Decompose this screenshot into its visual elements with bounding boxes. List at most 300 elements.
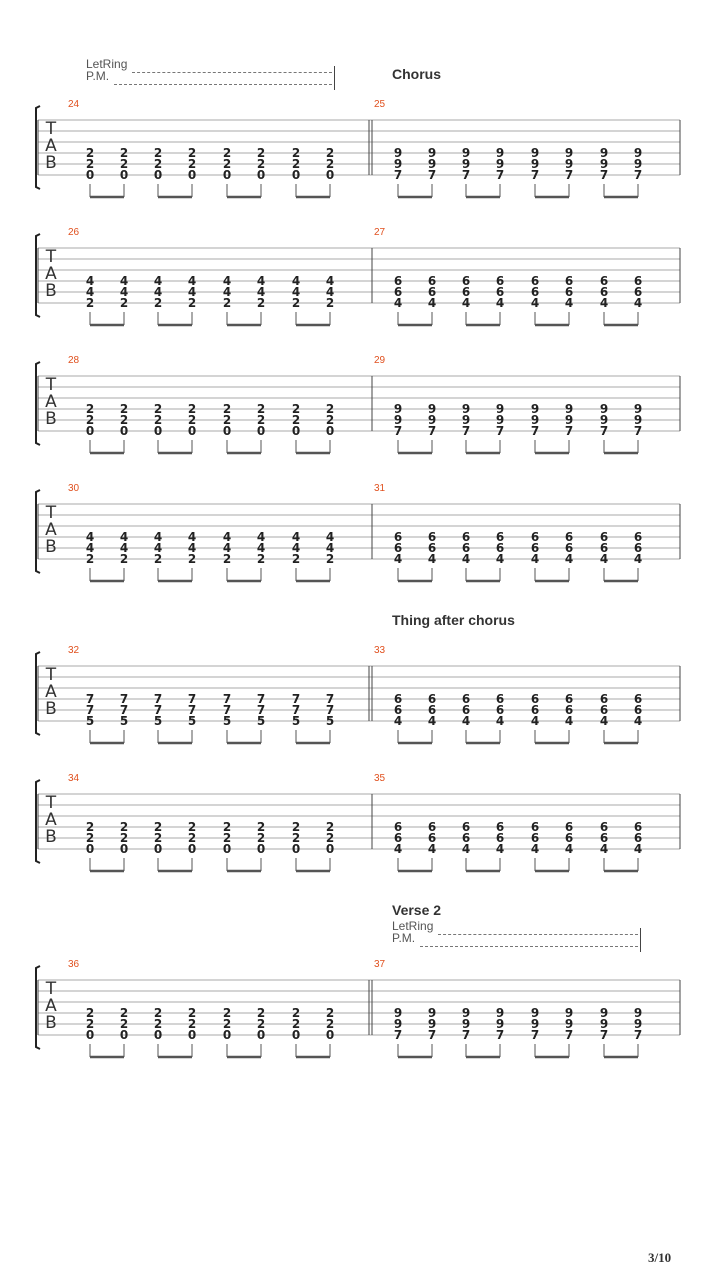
fret-number: 7 [119,703,129,717]
fret-number: 7 [461,168,471,182]
fret-number: 4 [427,296,437,310]
fret-number: 4 [256,274,266,288]
fret-number: 0 [291,424,301,438]
fret-number: 7 [427,168,437,182]
fret-number: 6 [427,692,437,706]
fret-number: 4 [393,296,403,310]
fret-number: 7 [599,168,609,182]
tab-clef-letter: A [45,682,57,702]
fret-number: 4 [291,541,301,555]
fret-number: 6 [495,820,505,834]
fret-number: 2 [119,296,129,310]
fret-number: 5 [291,714,301,728]
fret-number: 6 [393,820,403,834]
fret-number: 9 [564,1017,574,1031]
fret-number: 9 [530,402,540,416]
fret-number: 4 [153,285,163,299]
fret-number: 0 [119,842,129,856]
fret-number: 2 [256,1006,266,1020]
fret-number: 7 [495,168,505,182]
fret-number: 9 [427,413,437,427]
fret-number: 4 [530,842,540,856]
fret-number: 7 [530,424,540,438]
fret-number: 6 [461,274,471,288]
fret-number: 9 [633,146,643,160]
tab-clef-letter: T [45,793,57,813]
fret-number: 4 [393,552,403,566]
fret-number: 7 [495,424,505,438]
fret-number: 7 [187,692,197,706]
fret-number: 9 [461,1006,471,1020]
fret-number: 2 [187,157,197,171]
measure-number: 33 [374,645,386,656]
fret-number: 6 [427,820,437,834]
fret-number: 4 [530,296,540,310]
tab-clef-letter: A [45,136,57,156]
let-ring-label: LetRing [86,57,128,71]
fret-number: 4 [85,530,95,544]
page-number: 3/10 [648,1250,672,1265]
fret-number: 4 [427,552,437,566]
fret-number: 2 [187,413,197,427]
fret-number: 4 [222,285,232,299]
fret-number: 6 [633,831,643,845]
fret-number: 7 [427,424,437,438]
fret-number: 4 [291,530,301,544]
fret-number: 0 [153,424,163,438]
fret-number: 0 [85,424,95,438]
tab-clef-letter: T [45,503,57,523]
fret-number: 9 [393,1006,403,1020]
fret-number: 4 [325,285,335,299]
fret-number: 2 [119,831,129,845]
fret-number: 4 [599,842,609,856]
fret-number: 6 [427,541,437,555]
tab-clef-letter: B [45,699,57,719]
fret-number: 0 [119,1028,129,1042]
fret-number: 6 [530,541,540,555]
fret-number: 4 [153,530,163,544]
fret-number: 6 [599,530,609,544]
fret-number: 7 [256,703,266,717]
fret-number: 6 [633,692,643,706]
fret-number: 6 [393,285,403,299]
fret-number: 2 [256,402,266,416]
fret-number: 4 [427,714,437,728]
fret-number: 2 [187,831,197,845]
fret-number: 7 [291,703,301,717]
fret-number: 2 [222,820,232,834]
fret-number: 2 [85,831,95,845]
fret-number: 4 [633,714,643,728]
fret-number: 9 [633,1006,643,1020]
fret-number: 9 [633,402,643,416]
fret-number: 2 [85,820,95,834]
fret-number: 0 [222,424,232,438]
fret-number: 9 [427,1006,437,1020]
fret-number: 4 [85,285,95,299]
fret-number: 0 [256,168,266,182]
tab-clef-letter: B [45,409,57,429]
fret-number: 9 [599,146,609,160]
fret-number: 9 [599,1006,609,1020]
fret-number: 4 [325,541,335,555]
fret-number: 2 [256,552,266,566]
fret-number: 4 [291,285,301,299]
fret-number: 6 [564,541,574,555]
fret-number: 2 [85,402,95,416]
fret-number: 7 [393,424,403,438]
fret-number: 4 [187,285,197,299]
measure-number: 32 [68,645,80,656]
fret-number: 2 [153,552,163,566]
fret-number: 2 [291,157,301,171]
tab-clef-letter: T [45,979,57,999]
tab-clef-letter: B [45,827,57,847]
fret-number: 9 [633,1017,643,1031]
fret-number: 7 [427,1028,437,1042]
fret-number: 4 [256,541,266,555]
fret-number: 9 [530,146,540,160]
fret-number: 2 [222,157,232,171]
fret-number: 7 [153,692,163,706]
fret-number: 7 [461,424,471,438]
fret-number: 4 [291,274,301,288]
fret-number: 6 [599,274,609,288]
section-title-chorus: Chorus [392,66,441,82]
fret-number: 2 [291,831,301,845]
fret-number: 7 [599,1028,609,1042]
fret-number: 2 [256,296,266,310]
fret-number: 6 [461,692,471,706]
fret-number: 2 [256,1017,266,1031]
fret-number: 4 [564,842,574,856]
tab-clef-letter: A [45,264,57,284]
fret-number: 4 [427,842,437,856]
fret-number: 4 [495,842,505,856]
fret-number: 9 [427,1017,437,1031]
fret-number: 6 [599,692,609,706]
fret-number: 6 [633,541,643,555]
fret-number: 4 [564,714,574,728]
fret-number: 6 [530,530,540,544]
measure-number: 30 [68,483,80,494]
fret-number: 2 [187,296,197,310]
measure-number: 27 [374,227,386,238]
fret-number: 4 [325,530,335,544]
fret-number: 7 [495,1028,505,1042]
fret-number: 2 [85,413,95,427]
fret-number: 4 [495,714,505,728]
fret-number: 4 [85,541,95,555]
fret-number: 5 [256,714,266,728]
fret-number: 2 [85,146,95,160]
fret-number: 4 [153,541,163,555]
fret-number: 2 [222,296,232,310]
fret-number: 9 [599,1017,609,1031]
section-title-verse-2: Verse 2 [392,902,442,918]
tab-clef-letter: A [45,996,57,1016]
fret-number: 0 [187,1028,197,1042]
fret-number: 7 [599,424,609,438]
fret-number: 2 [187,1006,197,1020]
fret-number: 6 [495,530,505,544]
fret-number: 9 [461,157,471,171]
fret-number: 6 [393,831,403,845]
fret-number: 6 [633,274,643,288]
fret-number: 9 [564,1006,574,1020]
fret-number: 2 [325,1006,335,1020]
fret-number: 2 [325,402,335,416]
fret-number: 2 [256,413,266,427]
fret-number: 4 [530,552,540,566]
fret-number: 2 [325,296,335,310]
fret-number: 9 [599,157,609,171]
fret-number: 2 [325,820,335,834]
fret-number: 4 [599,296,609,310]
fret-number: 9 [599,402,609,416]
fret-number: 9 [427,146,437,160]
tab-clef-letter: A [45,392,57,412]
fret-number: 6 [495,285,505,299]
fret-number: 2 [153,413,163,427]
fret-number: 4 [495,296,505,310]
fret-number: 4 [119,530,129,544]
fret-number: 6 [393,541,403,555]
fret-number: 2 [119,157,129,171]
measure-number: 29 [374,355,386,366]
fret-number: 0 [222,1028,232,1042]
fret-number: 6 [599,703,609,717]
fret-number: 6 [599,285,609,299]
fret-number: 6 [564,703,574,717]
fret-number: 6 [599,831,609,845]
fret-number: 6 [495,831,505,845]
fret-number: 0 [222,168,232,182]
fret-number: 2 [187,1017,197,1031]
fret-number: 6 [530,831,540,845]
fret-number: 2 [119,413,129,427]
fret-number: 4 [153,274,163,288]
fret-number: 4 [119,285,129,299]
fret-number: 9 [495,413,505,427]
fret-number: 4 [393,714,403,728]
tab-clef-letter: B [45,281,57,301]
fret-number: 6 [461,831,471,845]
fret-number: 7 [393,168,403,182]
measure-number: 34 [68,773,80,784]
fret-number: 9 [393,402,403,416]
fret-number: 0 [222,842,232,856]
fret-number: 2 [291,820,301,834]
fret-number: 2 [325,552,335,566]
measure-number: 37 [374,959,386,970]
fret-number: 6 [495,274,505,288]
fret-number: 2 [85,296,95,310]
fret-number: 2 [85,157,95,171]
fret-number: 0 [325,424,335,438]
fret-number: 4 [461,296,471,310]
fret-number: 0 [153,842,163,856]
fret-number: 9 [495,157,505,171]
fret-number: 6 [461,285,471,299]
fret-number: 4 [187,530,197,544]
measure-number: 36 [68,959,80,970]
fret-number: 6 [564,274,574,288]
fret-number: 6 [393,530,403,544]
measure-number: 24 [68,99,80,110]
fret-number: 2 [85,1006,95,1020]
fret-number: 7 [325,692,335,706]
fret-number: 2 [153,157,163,171]
fret-number: 2 [291,1006,301,1020]
fret-number: 4 [633,552,643,566]
fret-number: 9 [427,157,437,171]
fret-number: 2 [187,146,197,160]
fret-number: 2 [291,1017,301,1031]
fret-number: 2 [119,402,129,416]
fret-number: 6 [427,703,437,717]
fret-number: 7 [461,1028,471,1042]
fret-number: 2 [325,1017,335,1031]
fret-number: 2 [291,146,301,160]
fret-number: 4 [564,552,574,566]
fret-number: 2 [222,146,232,160]
fret-number: 7 [325,703,335,717]
fret-number: 2 [325,413,335,427]
fret-number: 2 [119,146,129,160]
tab-clef-letter: T [45,665,57,685]
fret-number: 4 [256,285,266,299]
fret-number: 6 [495,703,505,717]
tab-clef-letter: T [45,119,57,139]
fret-number: 4 [599,552,609,566]
fret-number: 2 [222,1006,232,1020]
fret-number: 0 [85,1028,95,1042]
fret-number: 7 [633,1028,643,1042]
fret-number: 9 [599,413,609,427]
fret-number: 4 [599,714,609,728]
fret-number: 6 [530,692,540,706]
tab-clef-letter: B [45,1013,57,1033]
fret-number: 0 [85,842,95,856]
fret-number: 2 [153,1006,163,1020]
fret-number: 6 [427,285,437,299]
section-title-after-chorus: Thing after chorus [392,612,515,628]
fret-number: 7 [530,1028,540,1042]
fret-number: 2 [291,413,301,427]
fret-number: 6 [461,703,471,717]
fret-number: 9 [564,402,574,416]
tab-clef-letter: A [45,810,57,830]
fret-number: 9 [461,146,471,160]
let-ring-label-verse2: LetRing [392,919,434,933]
fret-number: 0 [256,1028,266,1042]
tab-clef-letter: T [45,247,57,267]
fret-number: 0 [291,842,301,856]
fret-number: 6 [564,285,574,299]
fret-number: 2 [153,402,163,416]
fret-number: 4 [461,842,471,856]
fret-number: 0 [256,842,266,856]
fret-number: 4 [222,274,232,288]
fret-number: 2 [153,820,163,834]
fret-number: 9 [461,1017,471,1031]
fret-number: 6 [461,820,471,834]
fret-number: 2 [119,1017,129,1031]
fret-number: 5 [325,714,335,728]
fret-number: 5 [119,714,129,728]
tab-clef-letter: A [45,520,57,540]
fret-number: 6 [564,530,574,544]
fret-number: 9 [530,1006,540,1020]
fret-number: 5 [222,714,232,728]
fret-number: 6 [564,692,574,706]
measure-number: 35 [374,773,386,784]
fret-number: 2 [256,831,266,845]
fret-number: 2 [119,820,129,834]
fret-number: 9 [427,402,437,416]
fret-number: 7 [564,424,574,438]
fret-number: 9 [564,413,574,427]
fret-number: 9 [633,157,643,171]
fret-number: 9 [495,146,505,160]
fret-number: 4 [393,842,403,856]
fret-number: 7 [256,692,266,706]
fret-number: 0 [187,842,197,856]
fret-number: 9 [495,402,505,416]
fret-number: 2 [291,402,301,416]
fret-number: 6 [530,274,540,288]
measure-number: 25 [374,99,386,110]
fret-number: 2 [291,552,301,566]
fret-number: 4 [564,296,574,310]
fret-number: 4 [495,552,505,566]
fret-number: 7 [187,703,197,717]
fret-number: 6 [530,820,540,834]
fret-number: 6 [633,820,643,834]
fret-number: 4 [222,541,232,555]
measure-number: 31 [374,483,386,494]
fret-number: 2 [222,552,232,566]
fret-number: 9 [495,1006,505,1020]
fret-number: 6 [427,274,437,288]
fret-number: 2 [325,157,335,171]
fret-number: 5 [187,714,197,728]
fret-number: 2 [325,831,335,845]
fret-number: 2 [256,146,266,160]
fret-number: 7 [633,168,643,182]
fret-number: 4 [187,541,197,555]
fret-number: 2 [187,402,197,416]
fret-number: 2 [222,402,232,416]
fret-number: 7 [393,1028,403,1042]
tab-clef-letter: B [45,537,57,557]
fret-number: 2 [222,1017,232,1031]
fret-number: 6 [427,530,437,544]
fret-number: 0 [256,424,266,438]
fret-number: 7 [633,424,643,438]
fret-number: 9 [633,413,643,427]
fret-number: 6 [564,831,574,845]
fret-number: 4 [85,274,95,288]
fret-number: 0 [291,168,301,182]
fret-number: 6 [427,831,437,845]
fret-number: 5 [153,714,163,728]
fret-number: 5 [85,714,95,728]
fret-number: 2 [119,1006,129,1020]
palm-mute-label: P.M. [86,69,110,83]
